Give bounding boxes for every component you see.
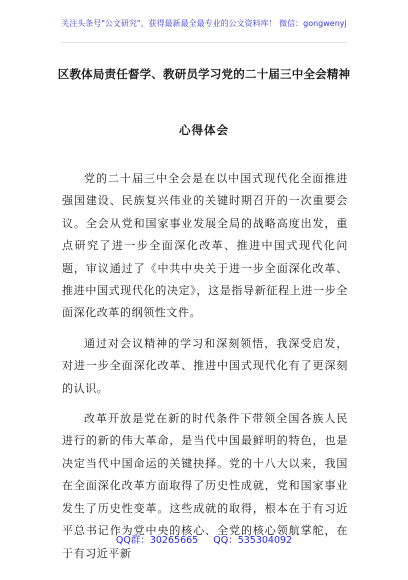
footer-qq-group: QQ群：30265665 <box>115 535 199 546</box>
body-paragraph: 通过对会议精神的学习和深刻领悟，我深受启发，对进一步全面深化改革、推进中国式现代化有了更深刻的认识。 <box>62 336 348 395</box>
document-subtitle: 心得体会 <box>179 123 229 137</box>
footer-qq: QQ：535304092 <box>213 535 293 546</box>
document-title: 区教体局责任督学、教研员学习党的二十届三中全会精神 <box>57 67 351 81</box>
document-body <box>62 168 348 573</box>
header-promo-text: 关注头条号"公文研究"，获得最新最全最专业的公文资料库！ 微信：gongwenyj <box>61 19 347 28</box>
body-paragraph: 党的二十届三中全会是在以中国式现代化全面推进强国建设、民族复兴伟业的关键时期召开的一次重要会议。全会从党和国家事业发展全局的战略高度出发，重点研究了进一步全面深化改革、推进中国式现代化问题，审议通过了《中共中央关于进一步全面深化改革、推进中国式现代化的决定》，这是指导新征程上进一步全面深化改革的纲领性文件。 <box>62 172 348 320</box>
body-paragraph: 改革开放是党在新的时代条件下带领全国各族人民进行的新的伟大革命，是当代中国最鲜明的特色，也是决定当代中国命运的关键抉择。党的十八大以来，我国在全面深化改革方面取得了历史性成就，党和国家事业发生了历史性变革。这些成就的取得，根本在于有习近平总书记作为党中央的核心、全党的核心领航掌舵，在于有习近平新 <box>62 412 348 560</box>
header-divider <box>62 42 346 43</box>
footer-contact <box>0 532 408 546</box>
